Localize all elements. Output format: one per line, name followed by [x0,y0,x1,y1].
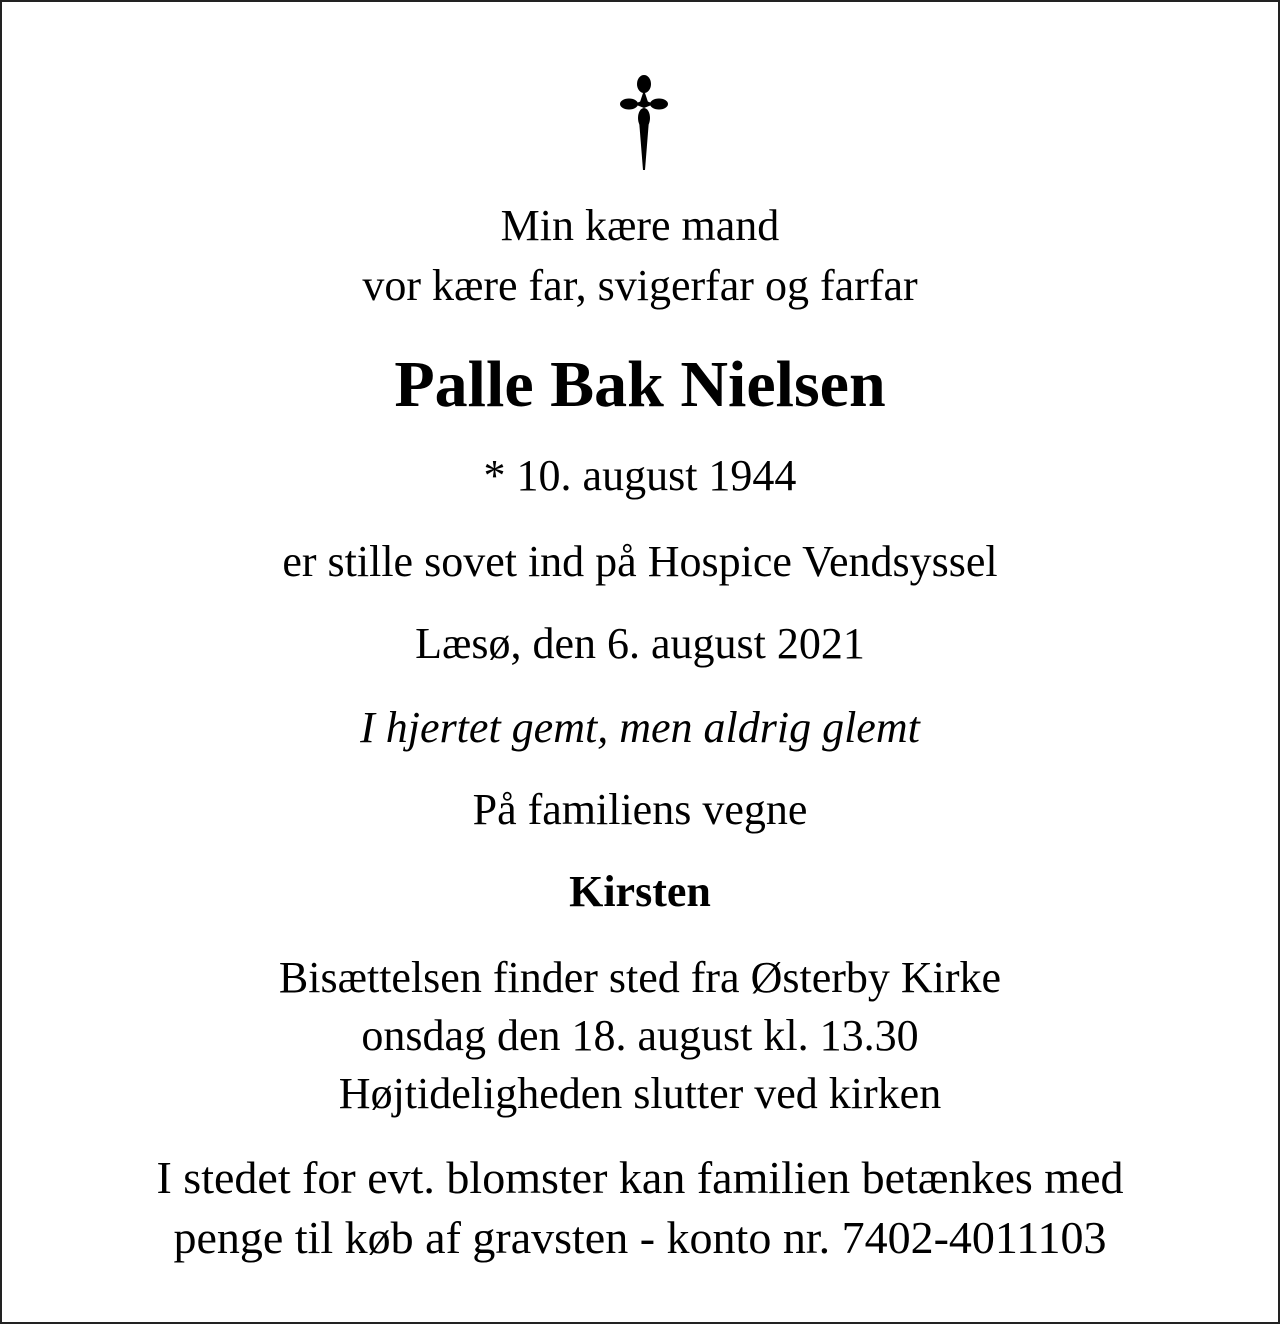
cross-icon [614,72,674,172]
birth-date: * 10. august 1944 [483,451,797,500]
memorial-quote: I hjertet gemt, men aldrig glemt [360,703,920,752]
donation-line-1: I stedet for evt. blomster kan familien betænkes med [156,1152,1124,1203]
funeral-line-1: Bisættelsen finder sted fra Østerby Kirke [278,953,1002,1002]
on-behalf-text: På familiens vegne [472,785,808,834]
signer-name: Kirsten [569,867,711,916]
intro-line-1: Min kære mand [500,201,780,250]
place-date: Læsø, den 6. august 2021 [415,619,865,668]
passing-text: er stille sovet ind på Hospice Vendsyssel [282,537,998,586]
funeral-line-2: onsdag den 18. august kl. 13.30 [361,1011,919,1060]
funeral-line-3: Højtideligheden slutter ved kirken [338,1069,942,1118]
intro-line-2: vor kære far, svigerfar og farfar [362,261,918,310]
deceased-name: Palle Bak Nielsen [394,348,886,421]
donation-line-2: penge til køb af gravsten - konto nr. 7402-4011103 [173,1212,1107,1263]
